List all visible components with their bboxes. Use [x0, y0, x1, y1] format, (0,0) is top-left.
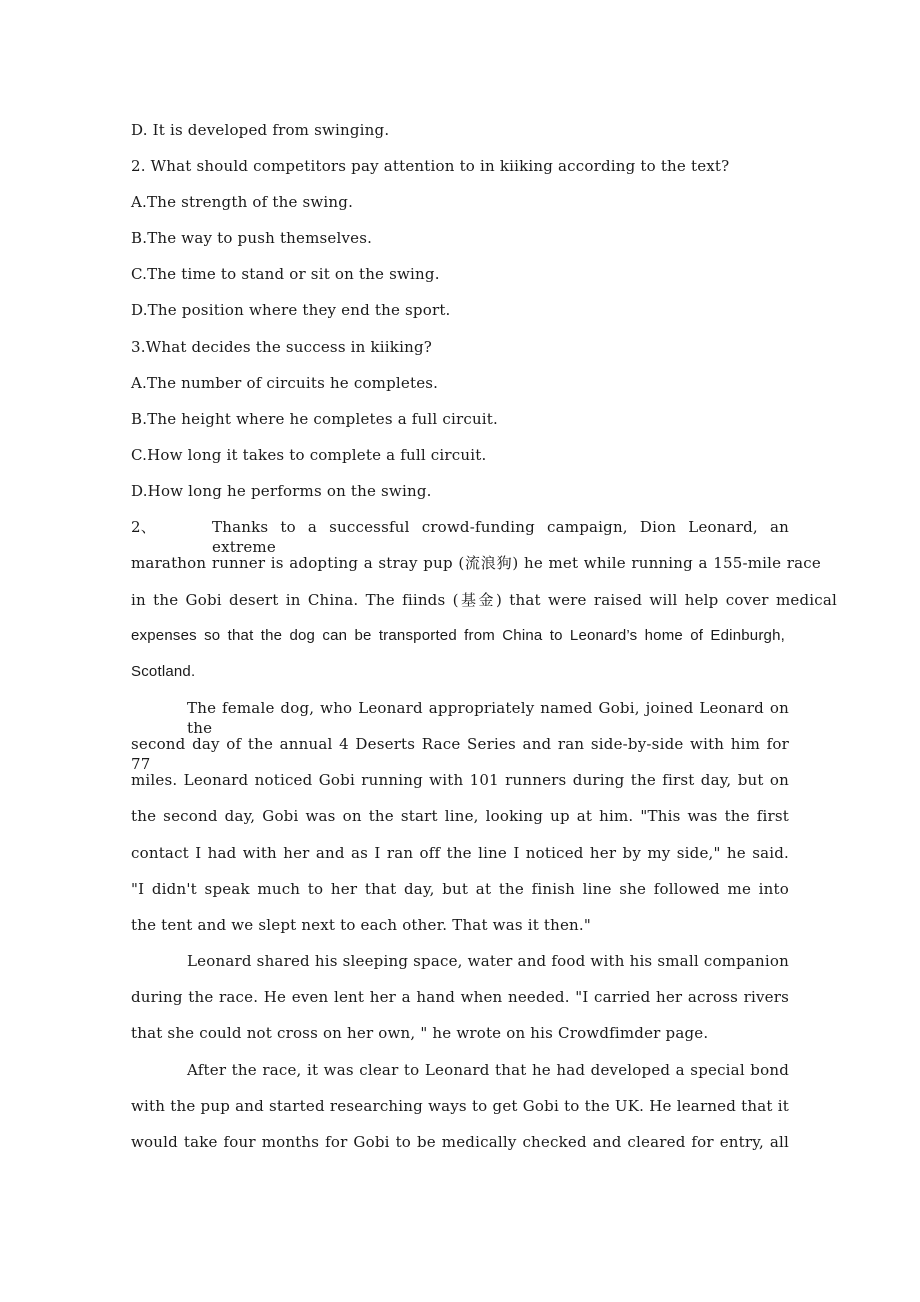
passage-p3-line: during the race. He even lent her a hand when needed. "I carried her across rivers [131, 988, 789, 1006]
passage-p4-line: with the pup and started researching ways to get Gobi to the UK. He learned that it [131, 1097, 789, 1115]
passage-p2-line: The female dog, who Leonard appropriately named Gobi, joined Leonard on the [187, 699, 789, 737]
passage-p2-line: contact I had with her and as I ran off the line I noticed her by my side," he said. [131, 844, 789, 862]
passage-p1-line: in the Gobi desert in China. The fiinds (基金) that were raised will help cover medical [131, 591, 837, 609]
passage-p1-line: marathon runner is adopting a stray pup (流浪狗) he met while running a 155-mile race [131, 554, 821, 572]
passage-p3-line: Leonard shared his sleeping space, water and food with his small companion [187, 952, 789, 970]
passage-p2-line: second day of the annual 4 Deserts Race Series and ran side-by-side with him for 77 [131, 735, 789, 773]
passage-p1-line: Scotland. [131, 663, 196, 680]
passage-p3-line: that she could not cross on her own, " he wrote on his Crowdfimder page. [131, 1024, 709, 1042]
q2-stem: 2. What should competitors pay attention to in kiiking according to the text? [131, 157, 730, 175]
q3-option-c: C.How long it takes to complete a full circuit. [131, 446, 487, 464]
passage-section-number: 2、 [131, 518, 156, 536]
q2-option-d: D.The position where they end the sport. [131, 301, 451, 319]
q2-option-a: A.The strength of the swing. [131, 193, 354, 211]
q3-stem: 3.What decides the success in kiiking? [131, 338, 432, 356]
passage-p2-line: the tent and we slept next to each other. That was it then." [131, 916, 591, 934]
passage-p2-line: miles. Leonard noticed Gobi running with 101 runners during the first day, but on [131, 771, 789, 789]
q3-option-b: B.The height where he completes a full circuit. [131, 410, 499, 428]
q3-option-a: A.The number of circuits he completes. [131, 374, 439, 392]
q3-option-d: D.How long he performs on the swing. [131, 482, 432, 500]
passage-p1-line: Thanks to a successful crowd-funding campaign, Dion Leonard, an extreme [212, 518, 789, 556]
passage-p2-line: "I didn't speak much to her that day, but at the finish line she followed me into [131, 880, 789, 898]
passage-p2-line: the second day, Gobi was on the start line, looking up at him. "This was the first [131, 807, 789, 825]
q1-option-d: D. It is developed from swinging. [131, 121, 390, 139]
passage-p4-line: would take four months for Gobi to be medically checked and cleared for entry, all [131, 1133, 789, 1151]
passage-p4-line: After the race, it was clear to Leonard that he had developed a special bond [187, 1061, 789, 1079]
q2-option-b: B.The way to push themselves. [131, 229, 373, 247]
passage-p1-line: expenses so that the dog can be transported from China to Leonard’s home of Edinburgh, [131, 627, 785, 644]
q2-option-c: C.The time to stand or sit on the swing. [131, 265, 440, 283]
